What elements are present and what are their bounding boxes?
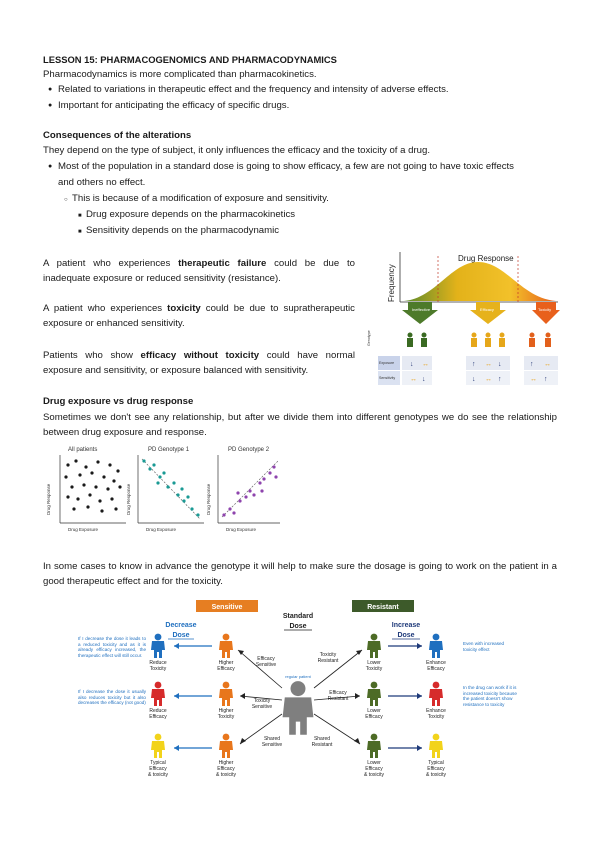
page-title: LESSON 15: PHARMACOGENOMICS AND PHARMACODYNAMICS — [43, 54, 337, 65]
sensitivity-row-label: Sensitivity — [379, 376, 396, 380]
efficacy-label: Efficacy — [480, 307, 494, 312]
svg-text:Drug Response: Drug Response — [46, 483, 51, 515]
svg-text:Resistant: Resistant — [317, 658, 339, 664]
consequences-heading: Consequences of the alterations — [43, 130, 192, 141]
figure-ylabel: Frequency — [387, 264, 396, 302]
svg-text:Typical: Typical — [428, 760, 444, 766]
svg-text:↓: ↓ — [410, 361, 414, 368]
svg-text:Toxicity: Toxicity — [253, 698, 271, 704]
svg-text:Toxicity: Toxicity — [217, 714, 235, 720]
standard-patient-icon — [283, 681, 314, 735]
svg-text:All patients: All patients — [68, 447, 98, 453]
standard-dose-1: Standard — [282, 613, 314, 620]
right-note-1: Even with increased toxicity effect — [463, 641, 505, 652]
consequences-line: They depend on the type of subject, it only influences the efficacy and the toxicity of a drug. — [43, 145, 431, 156]
svg-text:↑: ↑ — [544, 376, 548, 383]
svg-text:Sensitive: Sensitive — [255, 662, 277, 668]
svg-text:Toxicity: Toxicity — [427, 714, 445, 720]
svg-text:& toxicity: & toxicity — [363, 772, 385, 778]
lower-both-person — [367, 734, 381, 758]
svg-text:Reduce: Reduce — [149, 660, 167, 666]
svg-text:Drug Exposure: Drug Exposure — [146, 527, 177, 532]
svg-text:↑: ↑ — [472, 361, 476, 368]
decrease-dose-2: Dose — [172, 632, 190, 639]
svg-text:Toxicity: Toxicity — [319, 652, 337, 658]
dose-response-figure — [366, 248, 562, 388]
intro-line: Pharmacodynamics is more complicated than pharmacokinetics. — [43, 69, 317, 80]
standard-dose-2: Dose — [289, 623, 307, 630]
intro-bullet-1: ● Related to variations in therapeutic effect and the frequency and intensity of adverse effects. — [58, 84, 449, 96]
left-note-1: If I decrease the dose it leads to a reduced toxicity and as it is already efficacy increased, the therapeutic effect will still occur. — [78, 636, 146, 658]
ineffective-arrow — [402, 302, 438, 324]
svg-text:↔: ↔ — [422, 361, 429, 368]
svg-text:↔: ↔ — [410, 376, 417, 383]
right-note-2: In the drug can work if it is increased toxicity because the patient doesn't show resistance to toxicity — [463, 685, 517, 707]
reduce-efficacy-person — [151, 682, 165, 706]
efficacy-arrow — [470, 302, 506, 324]
svg-text:Efficacy: Efficacy — [217, 666, 235, 672]
increase-dose-1: Increase — [391, 622, 421, 629]
svg-text:↔: ↔ — [485, 376, 492, 383]
svg-text:Lower: Lower — [367, 760, 381, 766]
consequences-sub2b: ■ Sensitivity depends on the pharmacodynamic — [86, 225, 279, 237]
svg-text:↔: ↔ — [544, 361, 551, 368]
higher-both-person — [219, 734, 233, 758]
left-note-2: If I decrease the dose it usually also reduces toxicity but it also decreases the efficacy (not good) — [78, 689, 146, 706]
svg-text:PD Genotype 2: PD Genotype 2 — [228, 447, 270, 453]
svg-text:PD Genotype 1: PD Genotype 1 — [148, 447, 190, 453]
consequences-sub2a: ■ Drug exposure depends on the pharmacokinetics — [86, 209, 295, 221]
higher-efficacy-person — [219, 634, 233, 658]
svg-text:Lower: Lower — [367, 708, 381, 714]
svg-text:Toxicity: Toxicity — [149, 666, 167, 672]
genotype-people — [407, 333, 551, 348]
svg-text:Lower: Lower — [367, 660, 381, 666]
svg-text:& toxicity: & toxicity — [147, 772, 169, 778]
lower-toxicity-person — [367, 634, 381, 658]
svg-text:↓: ↓ — [422, 376, 426, 383]
svg-text:Reduce: Reduce — [149, 708, 167, 714]
svg-text:Efficacy: Efficacy — [365, 766, 383, 772]
svg-text:Efficacy: Efficacy — [149, 766, 167, 772]
increase-dose-2: Dose — [397, 632, 415, 639]
svg-text:Drug Response: Drug Response — [126, 483, 131, 515]
exposure-row-label: Exposure — [379, 361, 395, 365]
svg-text:Resistant: Resistant — [311, 742, 333, 748]
paragraph-toxicity: A patient who experiences toxicity could be due to supratherapeutic exposure or enhanced sensitivity. — [43, 303, 355, 329]
svg-text:Enhance: Enhance — [426, 660, 446, 666]
svg-text:Efficacy: Efficacy — [149, 714, 167, 720]
svg-text:& toxicity: & toxicity — [425, 772, 447, 778]
ineffective-label: Ineffective — [412, 307, 431, 312]
exposure-heading: Drug exposure vs drug response — [43, 396, 194, 407]
regular-patient-label: regular patient — [285, 674, 311, 679]
svg-text:Higher: Higher — [218, 708, 234, 714]
svg-text:Sensitive: Sensitive — [251, 704, 273, 710]
genotype-row-label: Genotype — [367, 330, 371, 346]
svg-text:Efficacy: Efficacy — [427, 766, 445, 772]
svg-text:Efficacy: Efficacy — [257, 656, 275, 662]
scatter-panel-genotype-1 — [126, 447, 204, 532]
scatter-panel-genotype-2 — [206, 447, 280, 532]
svg-text:↓: ↓ — [498, 361, 502, 368]
bell-curve — [404, 262, 556, 301]
consequences-sub1: ○ This is because of a modification of exposure and sensitivity. — [72, 193, 329, 205]
svg-text:Efficacy: Efficacy — [365, 714, 383, 720]
svg-text:↔: ↔ — [530, 376, 537, 383]
svg-text:Drug Response: Drug Response — [206, 483, 211, 515]
scatter-figure — [42, 443, 282, 535]
svg-text:Efficacy: Efficacy — [427, 666, 445, 672]
exposure-text: Sometimes we don't see any relationship, but after we divide them into different genotypes we do see the relationship between drug exposure and response. — [43, 412, 557, 438]
svg-text:↓: ↓ — [472, 376, 476, 383]
svg-text:Efficacy: Efficacy — [329, 690, 347, 696]
svg-text:Shared: Shared — [263, 736, 281, 742]
figure-title: Drug Response — [458, 254, 514, 263]
consequences-bullet: ● Most of the population in a standard dose is going to show efficacy, a few are not going to have toxic effects — [58, 161, 514, 173]
typical-left-person — [151, 734, 165, 758]
decrease-dose-1: Decrease — [165, 622, 197, 629]
svg-text:Typical: Typical — [150, 760, 166, 766]
svg-text:Drug Exposure: Drug Exposure — [226, 527, 257, 532]
svg-text:Enhance: Enhance — [426, 708, 446, 714]
intro-bullet-2: ● Important for anticipating the efficacy of specific drugs. — [58, 100, 289, 112]
svg-text:Drug Exposure: Drug Exposure — [68, 527, 99, 532]
paragraph-therapeutic-failure: A patient who experiences therapeutic failure could be due to inadequate exposure or reduced sensitivity (resistance). — [43, 258, 355, 284]
genotype-text: In some cases to know in advance the genotype it will help to make sure the dosage is going to work on the patient in a good therapeutic effect and for the toxicity. — [43, 561, 557, 587]
paragraph-efficacy: Patients who show efficacy without toxicity could have normal exposure and sensitivity, or exposure balanced with sensitivity. — [43, 350, 356, 376]
svg-text:Shared: Shared — [313, 736, 331, 742]
svg-text:Sensitive: Sensitive — [261, 742, 283, 748]
exposure-sensitivity-grid — [402, 356, 558, 385]
sensitive-label: Sensitive — [211, 604, 243, 611]
toxicity-arrow — [532, 302, 560, 324]
higher-toxicity-person — [219, 682, 233, 706]
svg-text:Efficacy: Efficacy — [217, 766, 235, 772]
svg-text:↔: ↔ — [485, 361, 492, 368]
typical-right-person — [429, 734, 443, 758]
svg-text:Higher: Higher — [218, 760, 234, 766]
resistant-label: Resistant — [367, 604, 399, 611]
enhance-efficacy-person — [429, 634, 443, 658]
scatter-panel-all — [46, 447, 126, 532]
svg-text:↑: ↑ — [530, 361, 534, 368]
toxicity-label: Toxicity — [538, 307, 552, 312]
svg-text:↑: ↑ — [498, 376, 502, 383]
enhance-toxicity-person — [429, 682, 443, 706]
svg-text:Resistant: Resistant — [327, 696, 349, 702]
reduce-toxicity-person — [151, 634, 165, 658]
consequences-bullet-cont: and others no effect. — [58, 177, 146, 188]
svg-text:Toxicity: Toxicity — [365, 666, 383, 672]
lower-efficacy-person — [367, 682, 381, 706]
svg-text:& toxicity: & toxicity — [215, 772, 237, 778]
svg-text:Higher: Higher — [218, 660, 234, 666]
